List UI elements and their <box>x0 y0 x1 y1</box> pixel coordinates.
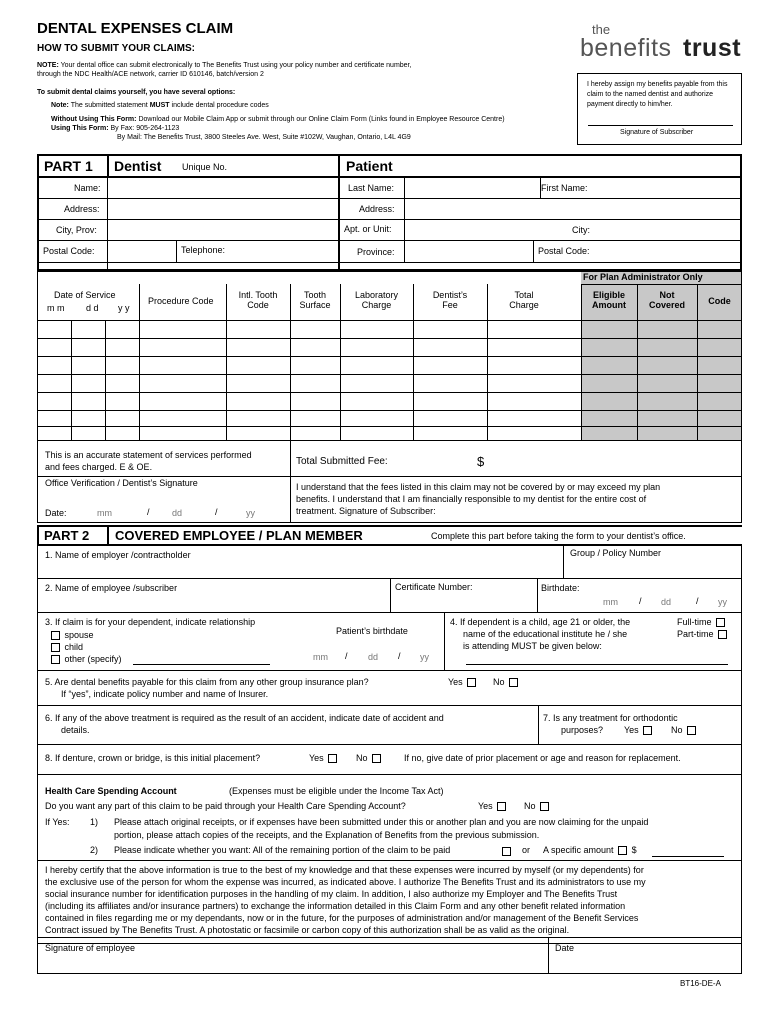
patient-first-name-label: First Name: <box>541 183 588 193</box>
parttime-checkbox[interactable] <box>718 630 727 639</box>
certify-line-6: Contract issued by The Benefits Trust. A photostatic or facsimile or carbon copy of this authorization shall be as valid as the original. <box>45 925 570 935</box>
divider <box>290 476 742 477</box>
divider <box>107 525 109 544</box>
divider <box>548 937 549 974</box>
subscriber-signature-line[interactable] <box>588 125 733 126</box>
date-mm-header: m m <box>47 303 65 313</box>
hcsa-no-checkbox[interactable] <box>540 802 549 811</box>
understand-line-1: I understand that the fees listed in this claim may not be covered by or may exceed my plan <box>296 482 661 492</box>
patient-city-label: City: <box>572 225 590 235</box>
how-to-submit-heading: HOW TO SUBMIT YOUR CLAIMS: <box>37 43 195 54</box>
note-procedure-codes: Note: The submitted statement MUST include dental procedure codes <box>51 102 269 109</box>
dentist-name-field[interactable] <box>109 178 336 197</box>
divider <box>37 392 742 393</box>
date-yy-header: y y <box>118 303 130 313</box>
hcsa-remaining-checkbox[interactable] <box>502 847 511 856</box>
other-checkbox[interactable] <box>51 655 60 664</box>
q8-yes-checkbox[interactable] <box>328 754 337 763</box>
q8-label: 8. If denture, crown or bridge, is this initial placement? <box>45 753 261 763</box>
certify-line-5: contained in files regarding me or my dependants, now or in the future, for the purposes of administration and/or management of the Benefit Services <box>45 913 639 923</box>
divider <box>537 578 538 612</box>
divider <box>176 240 177 262</box>
q5-no-checkbox[interactable] <box>509 678 518 687</box>
q6-line-1: 6. If any of the above treatment is required as the result of an accident, indicate date of accident and <box>45 713 444 723</box>
divider <box>581 284 742 285</box>
hcsa-yes-checkbox[interactable] <box>497 802 506 811</box>
q7-line-2: purposes? <box>561 725 604 735</box>
q8-no-option[interactable]: No <box>356 753 383 763</box>
dentist-city-label: City, Prov: <box>56 225 97 235</box>
spouse-option[interactable]: spouse <box>49 630 94 640</box>
patient-heading: Patient <box>346 158 393 174</box>
divider <box>563 544 564 578</box>
q8-no-checkbox[interactable] <box>372 754 381 763</box>
patient-postal-label: Postal Code: <box>538 246 590 256</box>
fulltime-checkbox[interactable] <box>716 618 725 627</box>
patient-birth-mm: mm <box>313 652 328 662</box>
specific-amount-line[interactable] <box>652 856 724 857</box>
q5-yes-checkbox[interactable] <box>467 678 476 687</box>
statement-date-label: Date: <box>45 508 67 518</box>
certify-line-3: social insurance number for identification purposes in the handling of my claim. In addition, I also authorize my Employer and The Benefits Trust <box>45 889 618 899</box>
child-option[interactable]: child <box>49 642 83 652</box>
divider <box>37 374 742 375</box>
q3-relationship-label: 3. If claim is for your dependent, indicate relationship <box>45 617 256 627</box>
divider <box>404 176 405 262</box>
hcsa-item-2-text: Please indicate whether you want: All of the remaining portion of the claim to be paid <box>114 845 451 855</box>
statement-date-slash: / <box>147 507 150 517</box>
divider <box>37 356 742 357</box>
hcsa-item-1-line-2: portion, please attach copies of the receipts, and the Explanation of Benefits from the previous submission. <box>114 830 540 840</box>
spouse-checkbox[interactable] <box>51 631 60 640</box>
form-title: DENTAL EXPENSES CLAIM <box>37 20 234 37</box>
statement-date-slash: / <box>215 507 218 517</box>
q8-yes-option[interactable]: Yes <box>309 753 339 763</box>
part2-label: PART 2 <box>44 528 90 543</box>
understand-line-2: benefits. I understand that I am financially responsible to my dentist for the entire cost of <box>296 494 647 504</box>
q7-yes-option[interactable]: Yes <box>624 725 654 735</box>
dentist-name-label: Name: <box>74 183 101 193</box>
birth-slash: / <box>696 596 699 606</box>
employee-date-field[interactable] <box>551 955 739 972</box>
q7-no-checkbox[interactable] <box>687 726 696 735</box>
hcsa-item-1-line-1: Please attach original receipts, or if expenses have been submitted under this or another plan and you are now claiming for the unpaid <box>114 817 649 827</box>
note-line-2: through the NDC Health/ACE network, carrier ID 610146, batch/version 2 <box>37 71 264 78</box>
certify-line-4: (including its affiliates and/or insurance partners) to exchange the information detailed in this Claim Form and any other benefit related information <box>45 901 626 911</box>
laboratory-charge-header: Laboratory Charge <box>354 290 399 310</box>
dentist-signature-field[interactable] <box>40 490 288 505</box>
intl-tooth-code-header: Intl. Tooth Code <box>238 290 278 310</box>
hcsa-question: Do you want any part of this claim to be paid through your Health Care Spending Account? <box>45 801 406 811</box>
divider <box>37 338 742 339</box>
q7-line-1: 7. Is any treatment for orthodontic <box>543 713 678 723</box>
q8-prior-placement: If no, give date of prior placement or age and reason for replacement. <box>404 753 681 763</box>
q1-employer-label: 1. Name of employer /contractholder <box>45 550 191 560</box>
divider <box>107 154 109 176</box>
plan-admin-heading: For Plan Administrator Only <box>583 272 703 282</box>
divider <box>139 284 140 441</box>
divider <box>107 176 108 271</box>
divider <box>37 262 742 263</box>
birthdate-label: Birthdate: <box>541 583 580 593</box>
dentist-postal-label: Postal Code: <box>43 246 95 256</box>
patient-birthdate-label: Patient’s birthdate <box>336 626 408 636</box>
q5-line-1: 5. Are dental benefits payable for this claim from any other group insurance plan? <box>45 677 369 687</box>
patient-birth-dd: dd <box>368 652 379 662</box>
eligible-amount-header: Eligible Amount <box>592 290 626 310</box>
patient-birth-yy: yy <box>420 652 429 662</box>
hcsa-specific-amount-option[interactable]: A specific amount $ <box>543 845 637 855</box>
procedure-code-header: Procedure Code <box>148 296 214 306</box>
unique-no-label: Unique No. <box>182 162 228 172</box>
hcsa-note: (Expenses must be eligible under the Income Tax Act) <box>229 786 444 796</box>
hcsa-yes-option[interactable]: Yes <box>478 801 508 811</box>
using-form-fax: Using This Form: By Fax: 905-264-1123 <box>51 125 180 132</box>
patient-birth-slash: / <box>345 651 348 661</box>
self-submit-options: To submit dental claims yourself, you have several options: <box>37 89 236 96</box>
patient-apt-label: Apt. or Unit: <box>344 224 392 234</box>
tooth-surface-header: Tooth Surface <box>299 290 331 310</box>
not-covered-header: Not Covered <box>648 290 685 310</box>
dentist-heading: Dentist <box>114 158 162 174</box>
divider <box>37 612 742 613</box>
patient-last-name-label: Last Name: <box>348 183 395 193</box>
dentist-telephone-label: Telephone: <box>181 245 226 255</box>
q5-line-2: If “yes”, indicate policy number and name of Insurer. <box>61 689 269 699</box>
part1-label: PART 1 <box>44 158 93 174</box>
patient-province-label: Province: <box>357 247 395 257</box>
hcsa-item-1-number: 1) <box>90 817 99 827</box>
hcsa-or: or <box>522 845 531 855</box>
without-form-option: Without Using This Form: Download our Mobile Claim App or submit through our Online Claim Form (Links found in Employee Resource Centre) <box>51 116 505 123</box>
subscriber-signature-label: Signature of Subscriber <box>620 129 694 136</box>
q5-yes-option[interactable]: Yes <box>448 677 478 687</box>
date-dd-header: d d <box>86 303 99 313</box>
q6-line-2: details. <box>61 725 90 735</box>
divider <box>538 705 539 744</box>
dentist-fee-header: Dentist’s Fee <box>432 290 468 310</box>
divider <box>697 284 698 441</box>
divider <box>533 240 534 262</box>
birth-mm: mm <box>603 597 618 607</box>
hcsa-title: Health Care Spending Account <box>45 786 177 796</box>
total-fee-dollar: $ <box>477 454 485 469</box>
q7-yes-checkbox[interactable] <box>643 726 652 735</box>
divider <box>338 154 340 271</box>
total-fee-field[interactable] <box>490 452 730 470</box>
q7-no-option[interactable]: No <box>671 725 698 735</box>
divider <box>37 774 742 775</box>
divider <box>37 860 742 861</box>
statement-date-yy: yy <box>246 508 255 518</box>
parttime-option[interactable]: Part-time <box>677 629 729 639</box>
dentist-address-field[interactable] <box>109 200 336 218</box>
total-charge-header: Total Charge <box>509 290 539 310</box>
note-line-1: NOTE: Your dental office can submit electronically to The Benefits Trust using your policy number and certificate number, <box>37 62 412 69</box>
divider <box>290 441 291 523</box>
dentist-city-field[interactable] <box>109 221 336 239</box>
patient-address-label: Address: <box>359 204 395 214</box>
employee-signature-field[interactable] <box>40 955 545 972</box>
hcsa-no-option[interactable]: No <box>524 801 551 811</box>
group-policy-label: Group / Policy Number <box>570 548 662 558</box>
statement-date-dd: dd <box>172 508 183 518</box>
using-form-mail: By Mail: The Benefits Trust, 3800 Steeles Ave. West, Suite #102W, Vaughan, Ontario, L4L 4G9 <box>117 134 411 141</box>
q4-line-1: 4. If dependent is a child, age 21 or older, the <box>450 617 631 627</box>
accurate-statement-1: This is an accurate statement of services performed <box>45 450 252 460</box>
divider <box>37 198 742 199</box>
benefits-trust-logo: the benefits trust <box>580 22 742 62</box>
divider <box>444 612 445 670</box>
certificate-number-label: Certificate Number: <box>395 582 473 592</box>
divider <box>37 219 742 220</box>
total-submitted-fee-label: Total Submitted Fee: <box>296 456 388 467</box>
divider <box>37 410 742 411</box>
date-of-service-header: Date of Service <box>54 290 116 300</box>
divider <box>37 744 742 745</box>
q4-line-3: is attending MUST be given below: <box>463 641 602 651</box>
certify-line-2: the exclusive use of the person for whom the expense was incurred, as indicated above. I authorize The Benefits Trust and its administrators to use my <box>45 877 646 887</box>
divider <box>37 426 742 427</box>
q4-line-2: name of the educational institute he / she <box>463 629 628 639</box>
certify-line-1: I hereby certify that the above information is true to the best of my knowledge and that these expenses were incurred by myself (or my dependents) for <box>45 865 644 875</box>
divider <box>37 476 290 477</box>
divider <box>37 670 742 671</box>
birth-slash: / <box>639 596 642 606</box>
hcsa-specific-checkbox[interactable] <box>618 846 627 855</box>
form-code: BT16-DE-A <box>680 979 721 988</box>
statement-date-mm: mm <box>97 508 112 518</box>
assign-benefits-text: I hereby assign my benefits payable from this claim to the named dentist and authorize payment directly to him/her. <box>587 81 728 108</box>
hcsa-item-2-number: 2) <box>90 845 99 855</box>
employee-date-label: Date <box>555 943 575 953</box>
code-header: Code <box>708 296 731 306</box>
accurate-statement-2: and fees charged. E & OE. <box>45 462 153 472</box>
other-option[interactable]: other (specify) <box>49 654 122 664</box>
divider <box>390 578 391 612</box>
divider <box>37 705 742 706</box>
understand-line-3: treatment. Signature of Subscriber: <box>296 506 436 516</box>
part2-title: COVERED EMPLOYEE / PLAN MEMBER <box>115 528 363 543</box>
patient-birth-slash: / <box>398 651 401 661</box>
q5-no-option[interactable]: No <box>493 677 520 687</box>
q2-employee-label: 2. Name of employee /subscriber <box>45 583 178 593</box>
institute-name-line[interactable] <box>466 664 728 665</box>
employee-signature-label: Signature of employee <box>45 943 136 953</box>
birth-yy: yy <box>718 597 727 607</box>
hcsa-if-yes: If Yes: <box>45 817 70 827</box>
office-verification-label: Office Verification / Dentist’s Signature <box>45 478 198 488</box>
complete-before-note: Complete this part before taking the form to your dentist’s office. <box>431 531 686 541</box>
other-specify-line[interactable] <box>133 664 270 665</box>
divider <box>37 240 742 241</box>
child-checkbox[interactable] <box>51 643 60 652</box>
employer-field[interactable] <box>225 547 560 573</box>
dentist-address-label: Address: <box>64 204 100 214</box>
birth-dd: dd <box>661 597 672 607</box>
fulltime-option[interactable]: Full-time <box>677 617 727 627</box>
